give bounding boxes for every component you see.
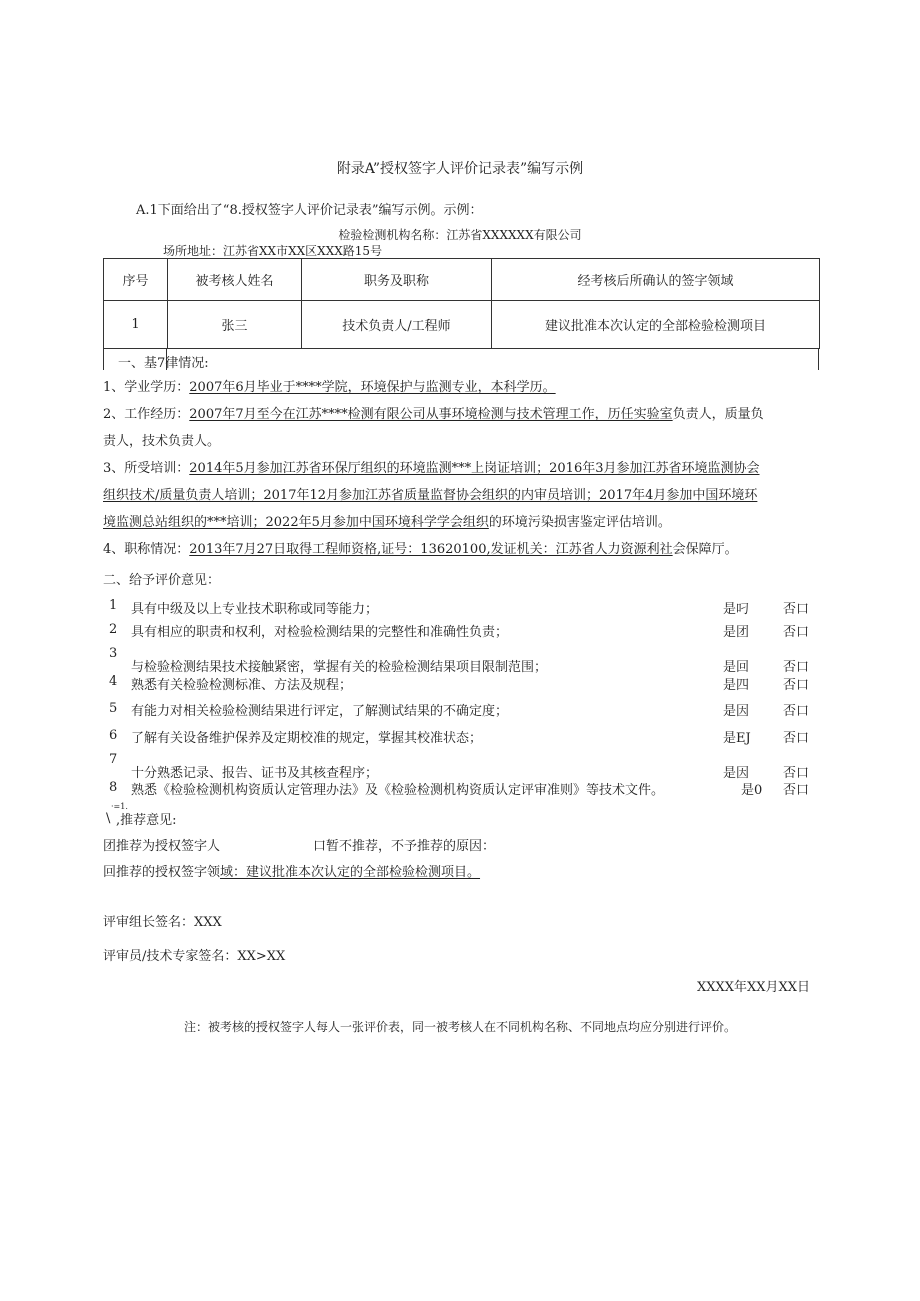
- eval-no-checkbox[interactable]: 否口: [783, 660, 810, 675]
- item-text: 2014年5月参加江苏省环保厅组织的环境监测***上岗证培训；2016年3月参加江苏省环境监测协会: [189, 461, 760, 476]
- eval-no-checkbox[interactable]: 否口: [783, 731, 810, 746]
- item-text: 2007年6月毕业于****学院，环境保护与监测专业，本科学历。: [189, 380, 556, 395]
- eval-text: 熟悉《检验检测机构资质认定管理办法》及《检验检测机构资质认定评审准则》等技术文件。: [131, 783, 665, 798]
- eval-yes-checkbox[interactable]: 是回: [723, 660, 750, 675]
- eval-num: 3: [109, 646, 118, 661]
- eval-num: 8: [109, 780, 118, 795]
- org-name-line: 检验检测机构名称：江苏省XXXXXX有限公司: [338, 228, 582, 242]
- eval-text: 有能力对相关检验检测结果进行评定，了解测试结果的不确定度；: [131, 704, 509, 719]
- intro-text: A.1下面给出了“8.授权签字人评价记录表”编写示例。示例：: [136, 203, 483, 218]
- table-border-stub: [818, 348, 819, 370]
- recommend-mark: ·=1.: [111, 802, 128, 811]
- expert-signature: 评审员/技术专家签名：XX>XX: [103, 949, 286, 964]
- item-prefix: 4、职称情况：: [103, 542, 190, 557]
- recommend-option-no[interactable]: 口暂不推荐，不予推荐的原因：: [313, 839, 496, 854]
- eval-yes-checkbox[interactable]: 是因: [723, 704, 750, 719]
- eval-num: 2: [109, 622, 118, 637]
- eval-text: 了解有关设备维护保养及定期校准的规定，掌握其校准状态；: [131, 731, 483, 746]
- eval-yes-checkbox[interactable]: 是四: [723, 678, 750, 693]
- basic-item-training-line2: 组织技术/质量负责人培训；2017年12月参加江苏省质量监督协会组织的内审员培训；2017年4月参加中国环境环: [103, 488, 758, 503]
- eval-num: 4: [109, 674, 118, 689]
- eval-text: 具有中级及以上专业技术职称或同等能力；: [131, 602, 379, 617]
- eval-num: 1: [109, 598, 118, 613]
- table-header-cell: 被考核人姓名: [168, 259, 302, 301]
- table-header-cell: 职务及职称: [302, 259, 492, 301]
- address-line: 场所地址：江苏省XX市XX区XXX路15号: [163, 244, 383, 258]
- table-header-cell: 经考核后所确认的签字领域: [492, 259, 820, 301]
- eval-text: 与检验检测结果技术接触紧密，掌握有关的检验检测结果项目限制范围；: [131, 660, 548, 675]
- eval-no-checkbox[interactable]: 否口: [783, 783, 810, 798]
- eval-no-checkbox[interactable]: 否口: [783, 625, 810, 640]
- basic-item-work: [103, 402, 764, 428]
- recommend-option-yes[interactable]: 团推荐为授权签字人: [103, 839, 221, 854]
- item-prefix: 1、学业学历：: [103, 380, 190, 395]
- table-border-stub: [103, 348, 104, 370]
- eval-num: 6: [109, 728, 118, 743]
- recommend-field-label: 回推荐的授权签字领: [103, 865, 221, 880]
- basic-heading: 一、基7律情况:: [118, 356, 209, 371]
- recommend-slash: \: [106, 811, 111, 826]
- eval-num: 5: [109, 701, 118, 716]
- eval-yes-checkbox[interactable]: 是叼: [723, 602, 750, 617]
- signatory-table: [103, 258, 820, 349]
- eval-text: 具有相应的职责和权利，对检验检测结果的完整性和准确性负责；: [131, 625, 509, 640]
- eval-yes-checkbox[interactable]: 是0: [741, 783, 763, 798]
- leader-signature: 评审组长签名：XXX: [103, 915, 222, 930]
- item-prefix: 2、工作经历：: [103, 407, 190, 422]
- item-text: 2013年7月27日取得工程师资格,证号：13620100,发证机关：江苏省人力资源利社: [189, 542, 673, 557]
- item-tail: 会保障厅。: [672, 542, 738, 557]
- eval-no-checkbox[interactable]: 否口: [783, 678, 810, 693]
- basic-item-education: [103, 375, 556, 401]
- recommend-field: [103, 861, 480, 880]
- table-cell: 张三: [168, 301, 302, 349]
- recommend-heading: ,推荐意见:: [116, 813, 177, 828]
- item-tail: 负责人，质量负: [672, 407, 764, 422]
- table-cell: 建议批准本次认定的全部检验检测项目: [492, 301, 820, 349]
- item-text: 2007年7月至今在江苏****检测有限公司从事环境检测与技术管理工作，历任实验室: [189, 407, 673, 422]
- signature-date: XXXX年XX月XX日: [697, 980, 811, 995]
- basic-item-training-line3: [103, 510, 671, 536]
- eval-no-checkbox[interactable]: 否口: [783, 766, 810, 781]
- basic-item-training: [103, 456, 760, 482]
- recommend-field-value: 域：建议批准本次认定的全部检验检测项目。: [220, 865, 481, 880]
- eval-text: 十分熟悉记录、报告、证书及其核查程序；: [131, 766, 379, 781]
- eval-num: 7: [109, 752, 118, 767]
- page-title: 附录A”授权签字人评价记录表”编写示例: [336, 161, 584, 177]
- item-prefix: 3、所受培训：: [103, 461, 190, 476]
- eval-yes-checkbox[interactable]: 是团: [723, 625, 750, 640]
- table-cell: 技术负责人/工程师: [302, 301, 492, 349]
- table-header-cell: 序号: [104, 259, 168, 301]
- eval-yes-checkbox[interactable]: 是EJ: [723, 731, 751, 746]
- footnote: 注：被考核的授权签字人每人一张评价表，同一被考核人在不同机构名称、不同地点均应分别进行评价。: [183, 1020, 736, 1034]
- eval-text: 熟悉有关检验检测标准、方法及规程；: [131, 678, 353, 693]
- item-text: 境监测总站组织的***培训；2022年5月参加中国环境科学学会组织: [103, 515, 489, 530]
- table-row: [104, 301, 820, 349]
- eval-yes-checkbox[interactable]: 是因: [723, 766, 750, 781]
- eval-no-checkbox[interactable]: 否口: [783, 602, 810, 617]
- table-header-row: [104, 259, 820, 301]
- basic-item-work-cont: 责人，技术负责人。: [103, 434, 221, 449]
- eval-no-checkbox[interactable]: 否口: [783, 704, 810, 719]
- basic-item-title: [103, 537, 738, 563]
- item-tail: 的环境污染损害鉴定评估培训。: [488, 515, 671, 530]
- evaluation-heading: 二、给予评价意见：: [103, 573, 221, 588]
- table-cell: 1: [104, 301, 168, 349]
